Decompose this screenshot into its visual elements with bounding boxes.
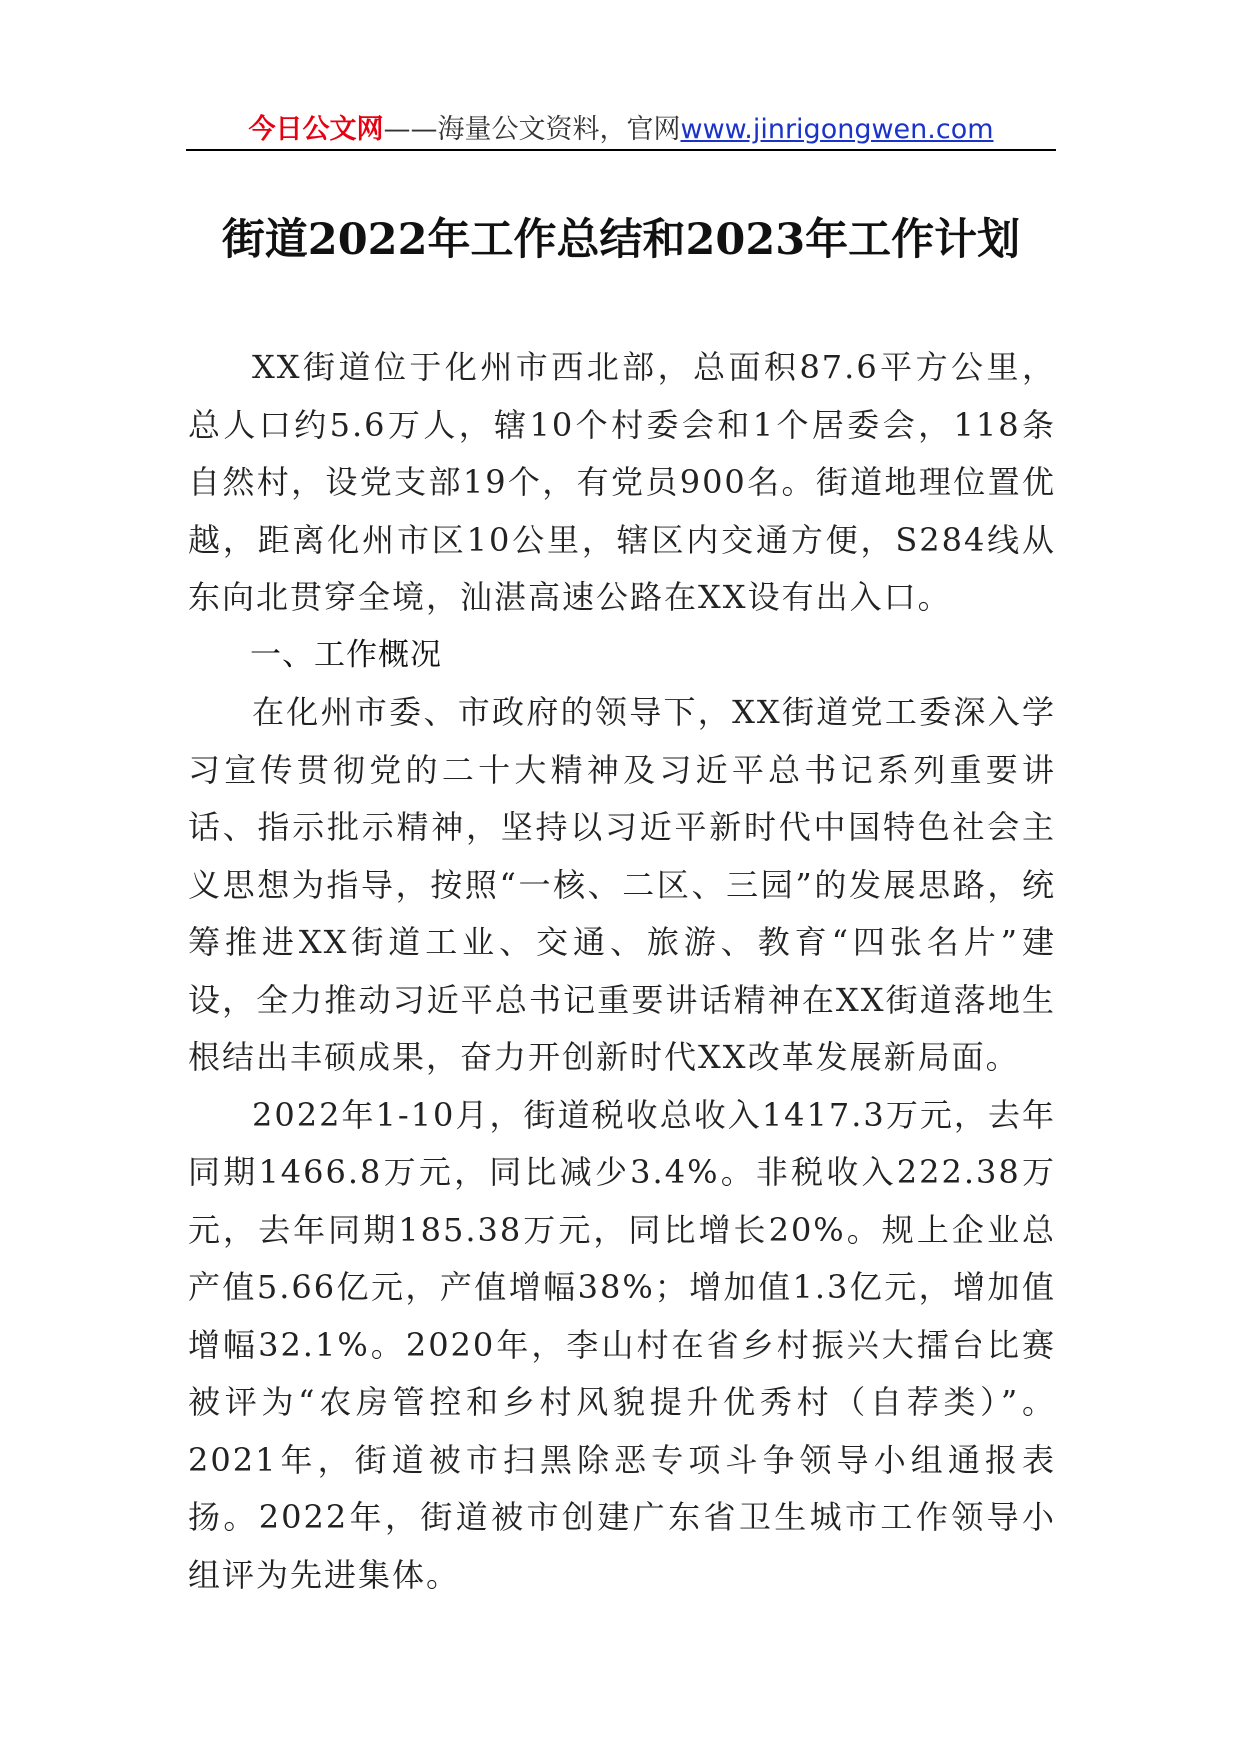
document-title: 街道2022年工作总结和2023年工作计划 bbox=[221, 215, 1021, 265]
site-tagline: ——海量公文资料，官网 bbox=[383, 114, 681, 145]
site-url-link[interactable]: www.jinrigongwen.com bbox=[680, 114, 994, 145]
section-heading: 一、工作概况 bbox=[250, 636, 442, 673]
header-divider bbox=[186, 149, 1056, 151]
site-header bbox=[186, 104, 1056, 148]
section-paragraph: 在化州市委、市政府的领导下，XX街道党工委深入学习宣传贯彻党的二十大精神及习近平总书记系列重要讲话、指示批示精神，坚持以习近平新时代中国特色社会主义思想为指导，按照“一核、二区、三园”的发展思路，统筹推进XX街道工业、交通、旅游、教育“四张名片”建设，全力推动习近平总书记重要讲话精神在XX街道落地生根结出丰硕成果，奋力开创新时代XX改革发展新局面。 bbox=[188, 693, 1056, 1076]
document-body bbox=[188, 339, 1056, 1604]
section-paragraph: 2022年1-10月，街道税收总收入1417.3万元，去年同期1466.8万元，同比减少3.4%。非税收入222.38万元，去年同期185.38万元，同比增长20%。规上企业总产值5.66亿元，产值增幅38%；增加值1.3亿元，增加值增幅32.1%。2020年，李山村在省乡村振兴大擂台比赛被评为“农房管控和乡村风貌提升优秀村（自荐类）”。2021年，街道被市扫黑除恶专项斗争领导小组通报表扬。2022年，街道被市创建广东省卫生城市工作领导小组评为先进集体。 bbox=[188, 1095, 1056, 1594]
site-brand: 今日公文网 bbox=[248, 114, 384, 145]
intro-paragraph: XX街道位于化州市西北部，总面积87.6平方公里，总人口约5.6万人，辖10个村委会和1个居委会，118条自然村，设党支部19个，有党员900名。街道地理位置优越，距离化州市区10公里，辖区内交通方便，S284线从东向北贯穿全境，汕湛高速公路在XX设有出入口。 bbox=[188, 348, 1056, 616]
